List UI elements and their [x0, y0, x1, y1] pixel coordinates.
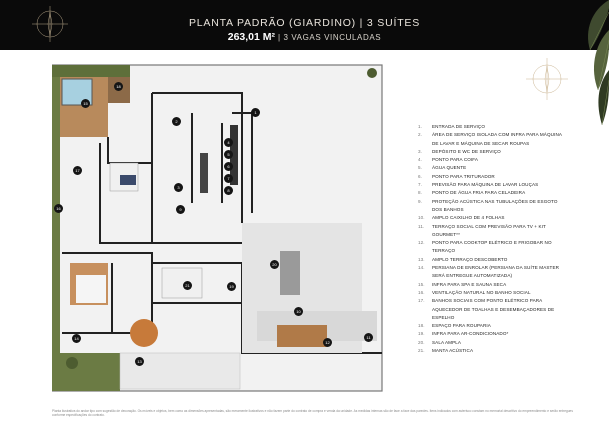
north-compass-icon	[524, 56, 570, 102]
legend-item: 14. PERSIANA DE ENROLAR (PERSIANA DA SUÍTE MASTER	[418, 265, 560, 271]
garden-left	[52, 77, 60, 391]
marker-1: 1	[251, 108, 260, 117]
leaf-decoration-icon	[572, 0, 609, 130]
marker-16: 16	[54, 204, 63, 213]
plan-title: PLANTA PADRÃO (GIARDINO) | 3 SUÍTES	[188, 17, 421, 29]
legend-item: DOS BANHOS	[432, 206, 464, 212]
marker-19: 19	[227, 282, 236, 291]
marker-5: 5	[224, 150, 233, 159]
legend-item: 21. MANTA ACÚSTICA	[418, 348, 474, 354]
legend-item: 6. PONTO PARA TRITURADOR	[418, 173, 495, 179]
legend-item: 20. SALA AMPLA	[418, 339, 462, 345]
marker-17: 17	[73, 166, 82, 175]
marker-8: 8	[224, 186, 233, 195]
legend-item: 9. PROTEÇÃO ACÚSTICA NAS TUBULAÇÕES DE ESGOTO	[418, 198, 558, 204]
marker-9: 9	[176, 205, 185, 214]
legend-item: 12. PONTO PARA COOKTOP ELÉTRICO E FRIGOBAR NO	[418, 240, 552, 246]
marker-6: 6	[224, 162, 233, 171]
legend-item: 16. VENTILAÇÃO NATURAL NO BANHO SOCIAL	[418, 289, 531, 295]
legend-item: ESPELHO	[432, 314, 455, 320]
legend-item: DE LAVAR E MÁQUINA DE SECAR ROUPAS	[432, 140, 530, 146]
dining-table	[277, 325, 327, 347]
marker-20: 20	[270, 260, 279, 269]
legend-item: SERÁ ENTREGUE AUTOMATIZADA)	[432, 273, 513, 279]
legend-list	[418, 123, 596, 355]
legend-item: 11. TERRAÇO SOCIAL COM PREVISÃO PARA TV + KIT	[418, 223, 546, 229]
sofa	[280, 251, 300, 295]
marker-14: 14	[72, 334, 81, 343]
legend-item: 10. AMPLO CAIXILHO DE 4 FOLHAS	[418, 215, 505, 221]
garden-top	[52, 65, 130, 77]
plant-pot	[66, 357, 78, 369]
legend-item: 3. DEPÓSITO E WC DE SERVIÇO	[418, 148, 501, 154]
parking-info: | 3 VAGAS VINCULADAS	[277, 33, 382, 42]
floor-plan	[52, 63, 384, 393]
marker-15: 15	[81, 99, 90, 108]
legend-item: 4. PONTO PARA COIFA	[418, 157, 479, 163]
marker-2: 2	[172, 117, 181, 126]
disclaimer-text: Planta ilustrativa do andar tipo com sugestão de decoração. Os móveis e objetos, bem como as dimensões apresentadas, são meramente ilustrativos e não fazem parte do contrato de compra e venda da unidade. As medidas internas são de face a face das paredes. Itens indicados com asterisco constam no memorial descritivo do empreendimento e serão entregues conforme especificações do contrato.	[52, 409, 573, 418]
legend-item: 18. ESPAÇO PARA ROUPARIA	[418, 323, 491, 329]
marker-21: 21	[183, 281, 192, 290]
marker-7: 7	[224, 174, 233, 183]
header-band	[0, 0, 609, 50]
legend-item: TERRAÇO	[432, 248, 456, 254]
marker-11: 11	[364, 333, 373, 342]
legend-item: 17. BANHOS SOCIAIS COM PONTO ELÉTRICO PARA	[418, 298, 543, 304]
legend-item: AQUECEDOR DE TOALHAS E DESEMBAÇADORES DE	[432, 306, 555, 312]
marker-13: 13	[135, 357, 144, 366]
legend-item: 15. INFRA PARA SPA E SAUNA SECA	[418, 281, 507, 287]
area-value: 263,01 M²	[227, 31, 276, 43]
bed-master-sheet	[76, 275, 106, 303]
legend-item: 5. ÁGUA QUENTE	[418, 165, 467, 171]
bed-suite-2-blanket	[120, 175, 136, 185]
legend-item: GOURMET**	[432, 231, 460, 237]
marker-18: 18	[114, 82, 123, 91]
legend-item: 8. PONTO DE ÁGUA FRIA PARA CELADEIRA	[418, 190, 526, 196]
kitchen-island	[200, 153, 208, 193]
lounge-chair	[130, 319, 158, 347]
legend-item: 19. INFRA PARA AR-CONDICIONADO*	[418, 331, 509, 337]
marker-12: 12	[323, 338, 332, 347]
legend-item: 1. ENTRADA DE SERVIÇO	[418, 124, 486, 129]
marker-4: 4	[224, 138, 233, 147]
plan-area	[0, 31, 609, 43]
legend-item: 2. ÁREA DE SERVIÇO ISOLADA COM INFRA PARA MÁQUINA	[418, 132, 563, 138]
marker-10: 10	[294, 307, 303, 316]
plant-pot	[367, 68, 377, 78]
marker-3: 3	[174, 183, 183, 192]
bed-suite-3	[162, 268, 202, 298]
legend-item: 7. PREVISÃO PARA MÁQUINA DE LAVAR LOUÇAS	[418, 182, 539, 188]
legend-item: 13. AMPLO TERRAÇO DESCOBERTO	[418, 256, 508, 262]
